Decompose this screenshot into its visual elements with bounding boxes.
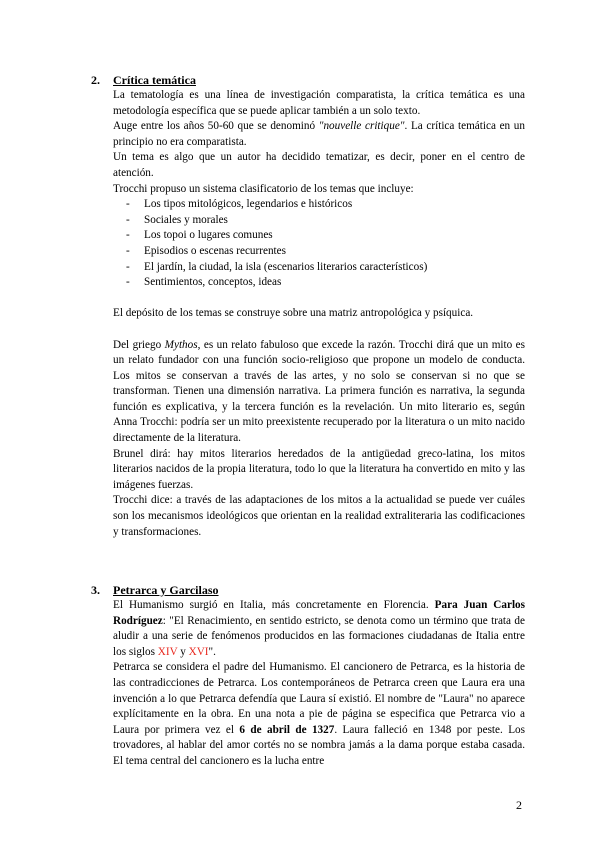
list-item: - Episodios o escenas recurrentes xyxy=(113,244,525,260)
red-numeral: XIV xyxy=(157,645,178,658)
paragraph: La tematología es una línea de investigación comparatista, la crítica temática es una metodología específica que se puede aplicar también a un solo texto. xyxy=(113,89,525,117)
red-numeral: XVI xyxy=(188,645,209,658)
section-number: 2. xyxy=(91,73,100,87)
paragraph: Brunel dirá: hay mitos literarios heredados de la antigüedad greco-latina, los mitos literarios nacidos de la propia literatura, todo lo que la literatura ha convertido en mito y las imágenes fuerzas. xyxy=(113,447,525,491)
page-number: 2 xyxy=(516,798,522,812)
section-heading-2 xyxy=(91,73,196,88)
list-item: - Sentimientos, conceptos, ideas xyxy=(113,275,525,291)
paragraph: El Humanismo surgió en Italia, más concretamente en Florencia. Para Juan Carlos Rodríguez: "El Renacimiento, en sentido estricto, se denota como un término que trata de aludir a una serie de fenómenos producidos en las formaciones ciudadanas de Italia entre los siglos XIV y XVI". xyxy=(113,599,526,658)
list-item: - Los tipos mitológicos, legendarios e históricos xyxy=(113,197,525,213)
theme-list xyxy=(113,197,525,291)
section-title: Petrarca y Garcilaso xyxy=(113,583,219,597)
bold-name: Para Juan Carlos Rodríguez xyxy=(113,599,526,627)
section-heading-3 xyxy=(91,583,219,598)
list-item: - Sociales y morales xyxy=(113,213,525,229)
paragraph: Del griego Mythos, es un relato fabuloso que excede la razón. Trocchi dirá que un mito es un relato fundador con una función socio-religioso que propone un modelo de conducta. Los mitos se conservan a través de las artes, y no solo se conservan si no que se transforman. Tienen una dimensión narrativa. La primera función es narrativa, la segunda función es explicativa, y la tercera función es la revelación. Un mito literario es, según Anna Trocchi: podría ser un mito preexistente recuperado por la literatura o un mito nacido directamente de la literatura. xyxy=(113,338,525,445)
italic-term: "nouvelle critique" xyxy=(318,120,405,133)
section-title: Crítica temática xyxy=(113,73,196,87)
paragraph: Trocchi dice: a través de las adaptaciones de los mitos a la actualidad se puede ver cuáles son los mecanismos ideológicos que orientan en la realidad extraliteraria las codificaciones y transformaciones. xyxy=(113,494,525,538)
bold-date: 6 de abril de 1327 xyxy=(239,723,335,736)
paragraph: El depósito de los temas se construye sobre una matriz antropológica y psíquica. xyxy=(113,307,474,320)
section-body-2 xyxy=(113,88,525,540)
section-body-3 xyxy=(113,598,525,770)
paragraph: Un tema es algo que un autor ha decidido tematizar, es decir, poner en el centro de atención. xyxy=(113,151,525,179)
paragraph: Auge entre los años 50-60 que se denominó "nouvelle critique". La crítica temática en un principio no era comparatista. xyxy=(113,120,525,148)
italic-term: Mythos xyxy=(164,338,198,351)
list-item: - Los topoi o lugares comunes xyxy=(113,228,525,244)
paragraph: Petrarca se considera el padre del Humanismo. El cancionero de Petrarca, es la historia de las contradicciones de Petrarca. Los contemporáneos de Petrarca creen que Laura era una invención a lo que Petrarca defendía que Laura sí existió. El nombre de "Laura" no aparece explícitamente en la obra. En una nota a pie de página se especifica que Petrarca vio a Laura por primera vez el 6 de abril de 1327. Laura falleció en 1348 por peste. Los trovadores, al hablar del amor cortés no se nombra jamás a la dama porque estaba casada. El tema central del cancionero es la lucha entre xyxy=(113,661,525,767)
section-number: 3. xyxy=(91,583,100,597)
paragraph: Trocchi propuso un sistema clasificatorio de los temas que incluye: xyxy=(113,182,414,195)
list-item: - El jardín, la ciudad, la isla (escenarios literarios característicos) xyxy=(113,260,525,276)
